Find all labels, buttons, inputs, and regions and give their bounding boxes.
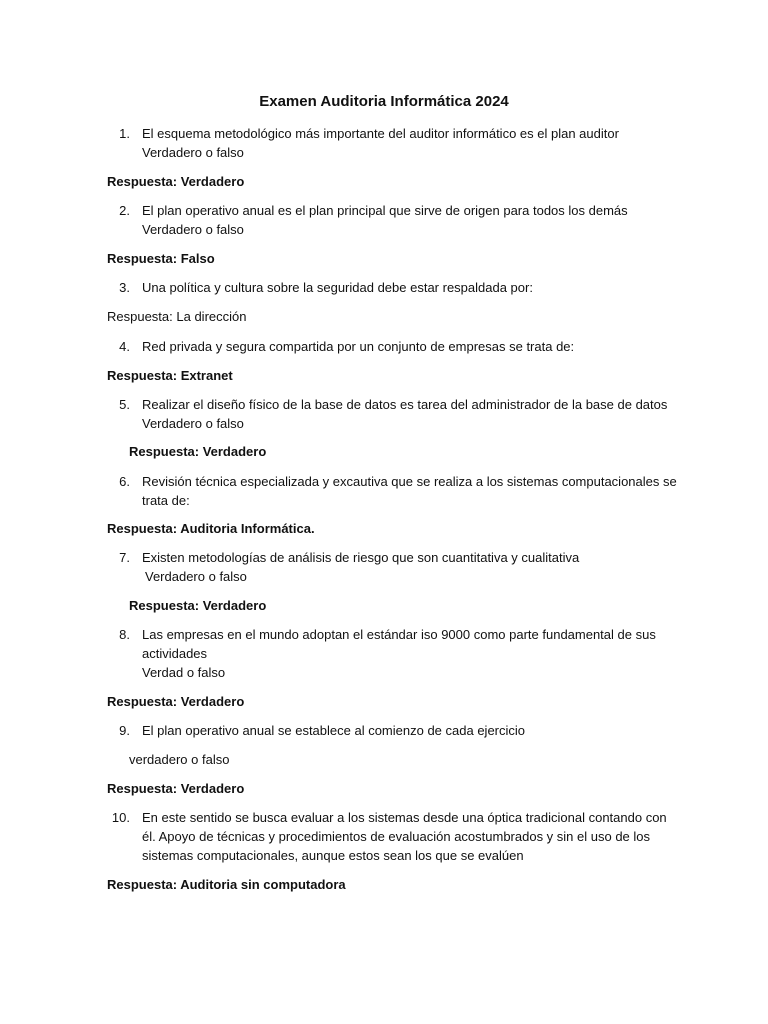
question-8 (110, 625, 656, 682)
question-3 (110, 278, 533, 297)
question-number: 9. (119, 723, 130, 738)
question-text: Red privada y segura compartida por un conjunto de empresas se trata de: (142, 339, 575, 354)
question-number: 1. (119, 126, 130, 141)
question-number: 8. (119, 627, 130, 642)
question-4 (110, 337, 574, 356)
question-7 (110, 548, 579, 586)
question-number: 10. (111, 810, 130, 825)
answer-1: Respuesta: Verdadero (107, 174, 245, 189)
answer-9: Respuesta: Verdadero (107, 781, 245, 796)
question-text: Realizar el diseño físico de la base de datos es tarea del administrador de la base de datos (142, 397, 668, 412)
question-2 (110, 201, 628, 239)
answer-4: Respuesta: Extranet (107, 368, 233, 383)
question-text: Verdadero o falso (145, 569, 247, 584)
question-text: En este sentido se busca evaluar a los sistemas desde una óptica tradicional contando con (142, 810, 667, 825)
answer-10: Respuesta: Auditoria sin computadora (107, 877, 346, 892)
question-number: 6. (119, 474, 130, 489)
document-title: Examen Auditoria Informática 2024 (259, 93, 509, 110)
question-9-extra: verdadero o falso (129, 752, 230, 767)
question-text: Existen metodologías de análisis de riesgo que son cuantitativa y cualitativa (142, 550, 580, 565)
question-number: 7. (119, 550, 130, 565)
question-text: El esquema metodológico más importante del auditor informático es el plan auditor (142, 126, 619, 141)
question-text: El plan operativo anual es el plan principal que sirve de origen para todos los demás (142, 203, 628, 218)
question-number: 2. (119, 203, 130, 218)
question-text: Verdadero o falso (142, 145, 244, 160)
answer-7: Respuesta: Verdadero (129, 598, 267, 613)
question-10 (110, 808, 667, 865)
question-text: Verdad o falso (142, 665, 226, 680)
answer-6: Respuesta: Auditoria Informática. (107, 521, 315, 536)
question-text: trata de: (142, 493, 190, 508)
question-text: Revisión técnica especializada y excautiva que se realiza a los sistemas computacionales se (142, 474, 677, 489)
question-number: 4. (119, 339, 130, 354)
answer-8: Respuesta: Verdadero (107, 694, 245, 709)
answer-5: Respuesta: Verdadero (129, 444, 267, 459)
answer-2: Respuesta: Falso (107, 251, 215, 266)
question-5 (110, 395, 667, 433)
question-text: El plan operativo anual se establece al comienzo de cada ejercicio (142, 723, 526, 738)
question-text: Una política y cultura sobre la seguridad debe estar respaldada por: (142, 280, 533, 295)
question-1 (110, 124, 619, 162)
question-text: Verdadero o falso (142, 416, 244, 431)
question-text: sistemas computacionales, aunque estos sean los que se evalúen (142, 848, 524, 863)
question-text: Verdadero o falso (142, 222, 244, 237)
question-number: 3. (119, 280, 130, 295)
answer-3: Respuesta: La dirección (107, 309, 247, 324)
question-number: 5. (119, 397, 130, 412)
question-text: actividades (142, 646, 208, 661)
question-9 (110, 721, 525, 740)
question-6 (110, 472, 677, 510)
question-text: Las empresas en el mundo adoptan el estándar iso 9000 como parte fundamental de sus (142, 627, 656, 642)
question-text: él. Apoyo de técnicas y procedimientos de evaluación acostumbrados y sin el uso de los (142, 829, 651, 844)
